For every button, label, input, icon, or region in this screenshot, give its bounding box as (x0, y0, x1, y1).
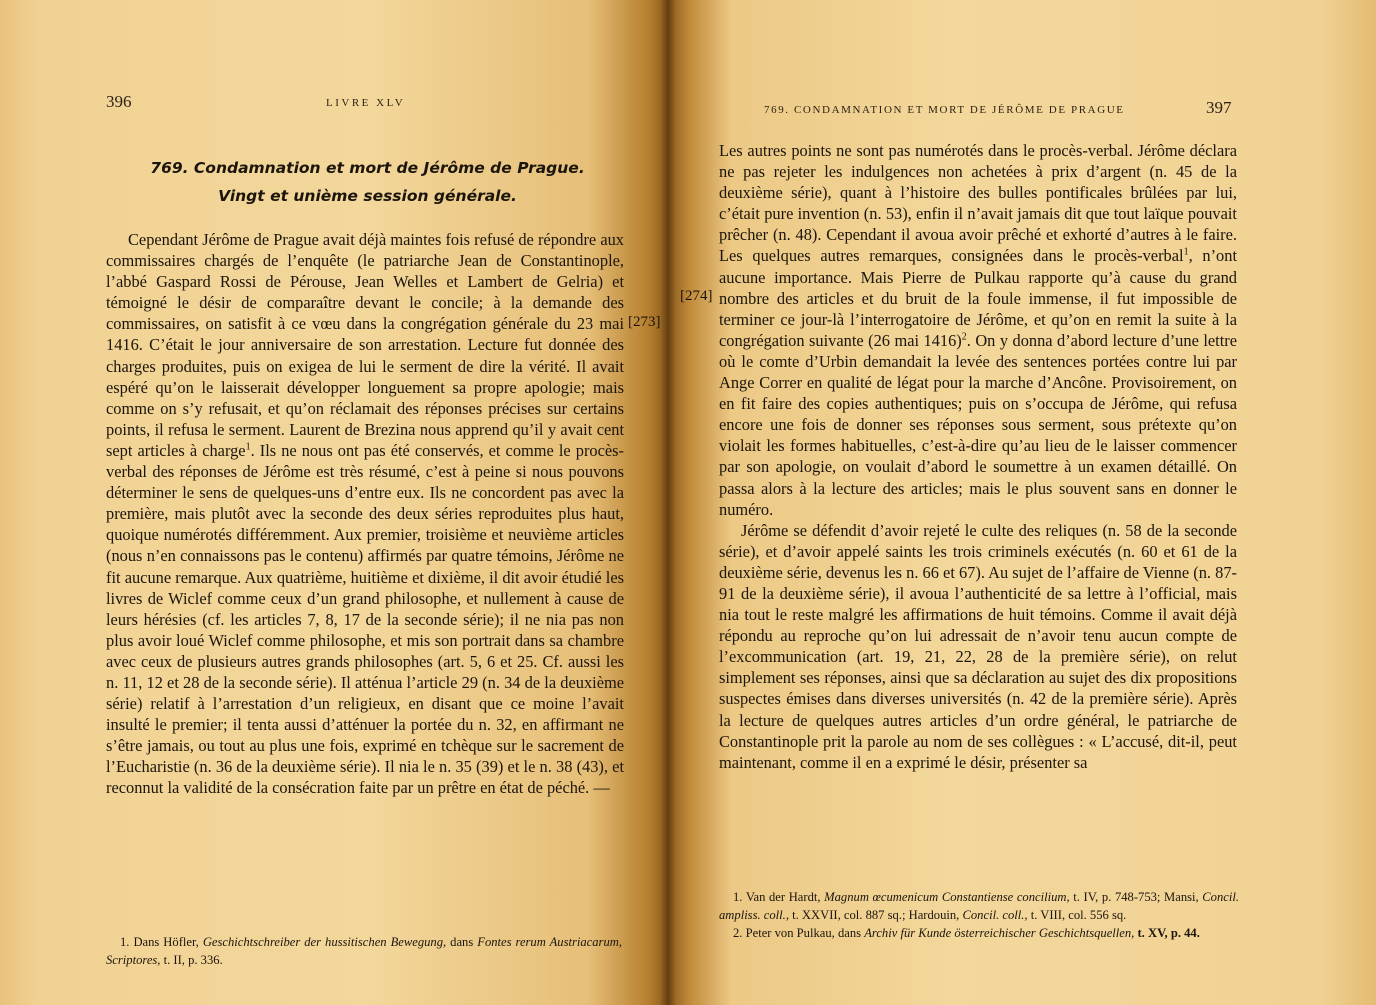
book-gutter (660, 0, 676, 1005)
footnotes (719, 888, 1239, 942)
paragraph: Les autres points ne sont pas numérotés dans le procès-verbal. Jérôme déclara ne pas rejeter les indulgences non achetées à prix d’argent (n. 45 de la deuxième série), quant à l’histoire des bulles pontificales brûlées par lui, c’était pure invention (n. 53), enfin il n’avait jamais dit que tout laïque pouvait prêcher (n. 48). Cependant il avoua avoir prêché et exhorté d’autres à le faire. Les quelques autres remarques, consignées dans le procès-verbal$^1$, n’ont aucune importance. Mais Pierre de Pulkau rapporte qu’à cause du grand nombre des articles et du bruit de la foule immense, il fut impossible de terminer ce jour-là l’interrogatoire de Jérôme, et qu’on en remit la suite à la congrégation suivante (26 mai 1416)$^2$. On y donna d’abord lecture d’une lettre où le comte d’Urbin demandait la levée des sentences portées contre lui par Ange Correr en qualité de légat pour la marche d’Ancône. Provisoirement, on en fit faire des copies authentiques; puis on s’occupa de Jérôme, qui refusa encore une fois de donner ses réponses sous serment, sous prétexte qu’on violait les formes habituelles, c’est-à-dire qu’au lieu de le laisser commencer par son apologie, on voulait d’abord le soumettre à un examen détaillé. On passa alors à la lecture des articles; mais le plus souvent sans en donner le numéro. (719, 141, 1237, 519)
footnote: 2. Peter von Pulkau, dans Archiv für Kunde österreichischer Geschichtsquellen, t. XV, p. 44. (733, 926, 1200, 940)
footnote: 1. Dans Höfler, Geschichtschreiber der hussitischen Bewegung, dans Fontes rerum Austriacarum, Scriptores, t. II, p. 336. (106, 935, 622, 967)
left-page (0, 0, 668, 1005)
right-page (668, 0, 1376, 1005)
page-number: 397 (1206, 98, 1232, 117)
paragraph: Jérôme se défendit d’avoir rejeté le culte des reliques (n. 58 de la seconde série), et d’avoir appelé saints les trois criminels exécutés (n. 60 et 61 de la deuxième série, devenus les n. 66 et 67). Au sujet de l’affaire de Vienne (n. 87-91 de la deuxième série), il avoua l’authenticité de sa lettre à l’official, mais nia tout le reste malgré les affirmations de huit témoins. Comme il avait déjà répondu au reproche qu’on lui adressait de n’avoir tenu aucun compte de l’excommunication (art. 19, 21, 22, 28 de la première série), on relut simplement ses réponses, ainsi que sa déclaration au sujet des dix propositions suspectes émises dans diverses universités (n. 42 de la première série). Après la lecture de quelques autres articles d’un ordre général, le patriarche de Constantinople prit la parole au nom de ses collègues : « L’accusé, dit-il, peut maintenant, comme il en a exprimé le désir, présenter sa (719, 520, 1237, 772)
running-head: 769. CONDAMNATION ET MORT DE JÉRÔME DE PRAGUE (764, 104, 1125, 116)
running-head: LIVRE XLV (326, 97, 406, 109)
paragraph: Cependant Jérôme de Prague avait déjà maintes fois refusé de répondre aux commissaires chargés de l’enquête (le patriarche Jean de Constantinople, l’abbé Gaspard Rossi de Pérouse, Jean Welles et Lambert de Gelria) et témoigné le désir de comparaître devant le concile; à la demande des commissaires, on satisfit à ce vœu dans la congrégation générale du 23 mai 1416. C’était le jour anniversaire de son arrestation. Lecture fut donnée des charges produites, puis on exigea de lui le serment de dire la vérité. Il avait espéré qu’on le laisserait développer longuement sa propre apologie; mais comme on s’y refusait, et qu’on réclamait des réponses précises sur certains points, il refusa le serment. Laurent de Brezina nous apprend qu’il y avait cent sept articles à charge$^1$. Ils ne nous ont pas été conservés, et comme le procès-verbal des réponses de Jérôme est très résumé, c’est à peine si nous pouvons déterminer le sens de quelques-uns d’entre eux. Ils ne concordent pas avec la première, mais plutôt avec la seconde des deux séries reproduites plus haut, quoique numérotés différemment. Aux premier, troisième et neuvième articles (nous n’en connaissons pas le contenu) affirmés par quatre témoins, Jérôme ne fit aucune remarque. Aux quatrième, huitième et dixième, il dit avoir étudié les livres de Wiclef comme ceux d’un grand philosophe, et nullement à cause de leurs hérésies (cf. les articles 7, 8, 17 de la seconde série); il ne nia pas non plus avoir loué Wiclef comme philosophe, et mis son portrait dans sa chambre avec ceux de plusieurs autres grands philosophes (art. 5, 6 et 25. Cf. aussi les n. 11, 12 et 28 de la seconde série). Il atténua l’article 29 (n. 34 de la deuxième série) relatif à l’arrestation d’un religieux, en disant que ce moine l’avait insulté le premier; il tenta aussi d’atténuer la portée du n. 32, en affirmant ne s’être jamais, ou tout au plus une fois, exprimé en tchèque sur le sacrement de l’Eucharistie (n. 36 de la deuxième série). Il nia le n. 35 (39) et le n. 38 (43), et reconnut la validité de la consécration faite par un prêtre en état de péché. — (106, 230, 624, 798)
section-subtitle: Vingt et unième session générale. (218, 187, 517, 205)
body-text (719, 140, 1237, 773)
margin-page-marker: [274] (680, 288, 713, 304)
section-title: 769. Condamnation et mort de Jérôme de Prague. (150, 159, 585, 177)
body-text (106, 229, 624, 799)
footnote: 1. Van der Hardt, Magnum œcumenicum Constantiense concilium, t. IV, p. 748-753; Mansi, Concil. ampliss. coll., t. XXVII, col. 887 sq.; Hardouin, Concil. coll., t. VIII, col. 556 sq. (719, 890, 1240, 922)
margin-page-marker: [273] (628, 314, 661, 330)
page-number: 396 (106, 92, 132, 111)
footnote-ref: 2 (961, 331, 967, 343)
footnote-ref: 1 (245, 441, 251, 453)
footnote-ref: 1 (1183, 247, 1189, 258)
